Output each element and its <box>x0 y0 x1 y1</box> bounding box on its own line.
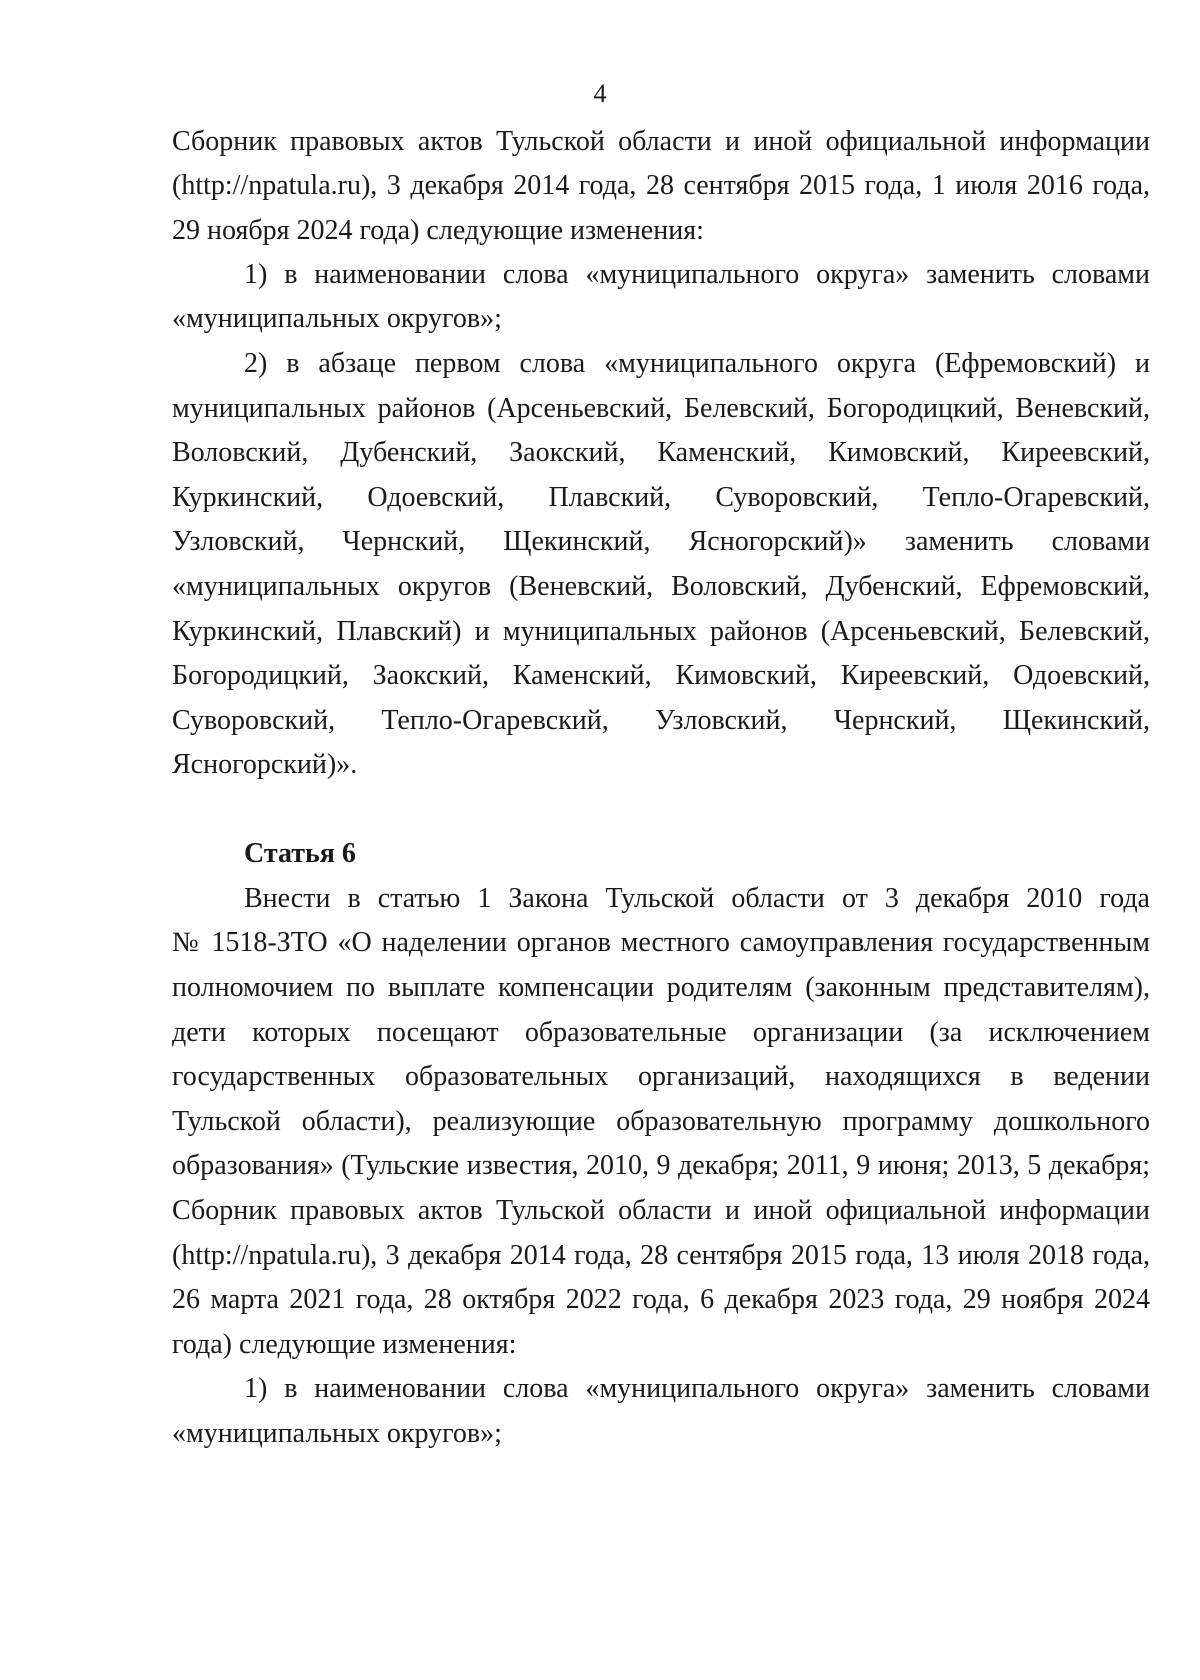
list-item-line: Суворовский, Тепло-Огаревский, Узловский, Чернский, Щекинский, <box>172 705 1150 736</box>
paragraph-line: Тульской области), реализующие образовательную программу дошкольного <box>172 1106 1150 1137</box>
list-item-line: Куркинский, Одоевский, Плавский, Суворовский, Тепло-Огаревский, <box>172 482 1150 513</box>
paragraph-line: Сборник правовых актов Тульской области и иной официальной информации <box>172 1195 1150 1226</box>
list-item-line: Куркинский, Плавский) и муниципальных районов (Арсеньевский, Белевский, <box>172 616 1150 647</box>
list-item-line: 1) в наименовании слова «муниципального округа» заменить словами <box>244 259 1150 290</box>
list-item-line: «муниципальных округов»; <box>172 303 502 334</box>
list-item-line: 2) в абзаце первом слова «муниципального округа (Ефремовский) и <box>244 348 1150 379</box>
list-item-line: «муниципальных округов»; <box>172 1418 502 1449</box>
list-item-line: 1) в наименовании слова «муниципального округа» заменить словами <box>244 1373 1150 1404</box>
paragraph-line: (http://npatula.ru), 3 декабря 2014 года, 28 сентября 2015 года, 13 июля 2018 года, <box>172 1240 1150 1271</box>
paragraph-line: образования» (Тульские известия, 2010, 9 декабря; 2011, 9 июня; 2013, 5 декабря; <box>172 1150 1150 1181</box>
article-heading: Статья 6 <box>244 838 356 869</box>
paragraph-line: Сборник правовых актов Тульской области и иной официальной информации <box>172 126 1150 157</box>
paragraph-line: № 1518-ЗТО «О наделении органов местного самоуправления государственным <box>172 927 1150 958</box>
list-item-line: Узловский, Чернский, Щекинский, Ясногорский)» заменить словами <box>172 526 1150 557</box>
paragraph-line: государственных образовательных организаций, находящихся в ведении <box>172 1061 1150 1092</box>
paragraph-line: 29 ноября 2024 года) следующие изменения: <box>172 215 704 246</box>
list-item-line: «муниципальных округов (Веневский, Воловский, Дубенский, Ефремовский, <box>172 571 1150 602</box>
paragraph-line: (http://npatula.ru), 3 декабря 2014 года, 28 сентября 2015 года, 1 июля 2016 года, <box>172 170 1150 201</box>
list-item-line: Богородицкий, Заокский, Каменский, Кимовский, Киреевский, Одоевский, <box>172 660 1150 691</box>
paragraph-line: дети которых посещают образовательные организации (за исключением <box>172 1017 1150 1048</box>
paragraph-line: Внести в статью 1 Закона Тульской области от 3 декабря 2010 года <box>244 883 1150 914</box>
list-item-line: Воловский, Дубенский, Заокский, Каменский, Кимовский, Киреевский, <box>172 437 1150 468</box>
list-item-line: муниципальных районов (Арсеньевский, Белевский, Богородицкий, Веневский, <box>172 393 1150 424</box>
page-number: 4 <box>593 79 607 108</box>
list-item-line: Ясногорский)». <box>172 749 358 780</box>
paragraph-line: полномочием по выплате компенсации родителям (законным представителям), <box>172 972 1150 1003</box>
paragraph-line: 26 марта 2021 года, 28 октября 2022 года, 6 декабря 2023 года, 29 ноября 2024 <box>172 1284 1150 1315</box>
paragraph-line: года) следующие изменения: <box>172 1329 517 1360</box>
